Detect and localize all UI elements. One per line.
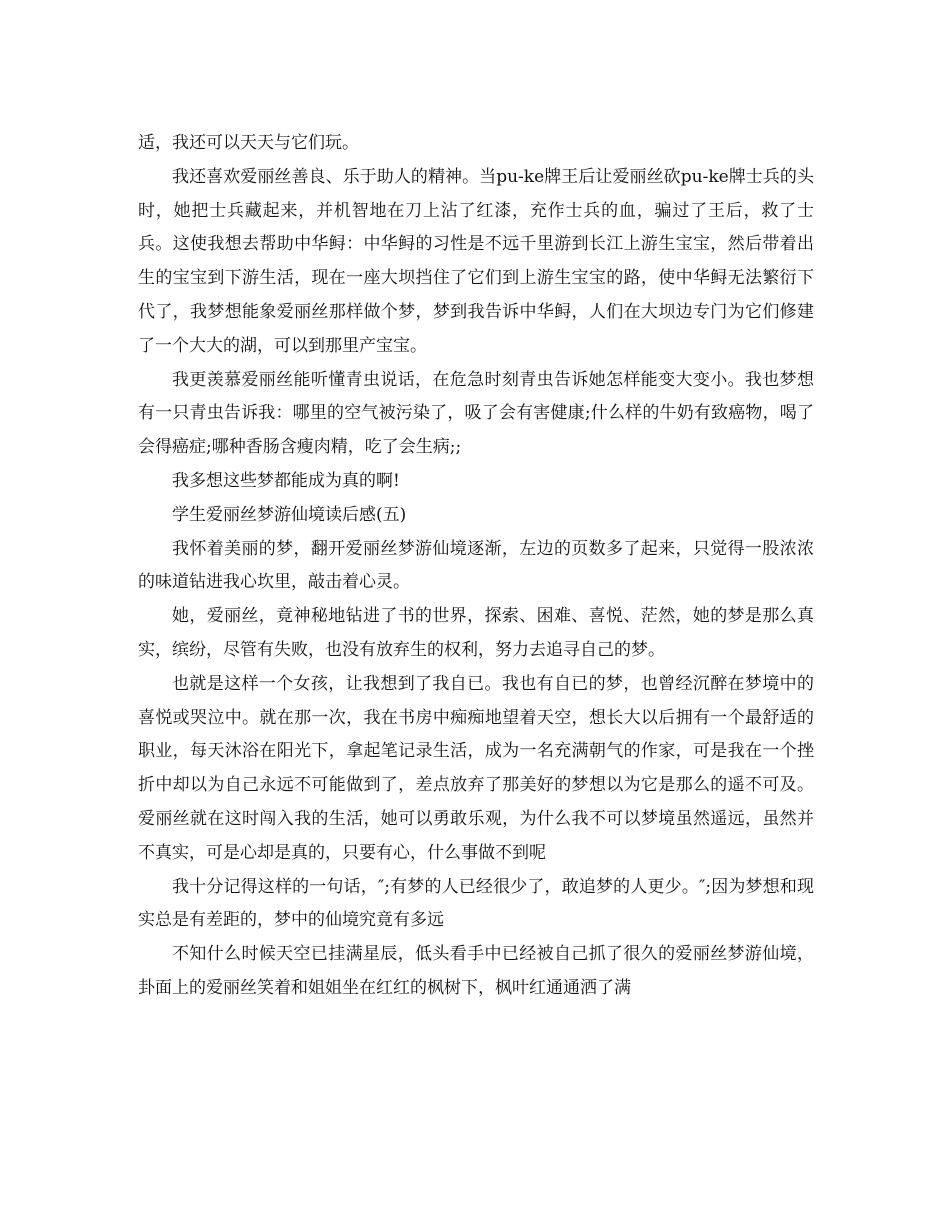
paragraph-9: 不知什么时候天空已挂满星辰，低头看手中已经被自己抓了很久的爱丽丝梦游仙境，卦面上的爱丽丝笑着和姐姐坐在红红的枫树下，枫叶红通通洒了满 (138, 944, 814, 998)
paragraph-6: 她，爱丽丝，竟神秘地钻进了书的世界，探索、困难、喜悦、茫然，她的梦是那么真实，缤纷，尽管有失败，也没有放弃生的权利，努力去追寻自己的梦。 (138, 606, 814, 660)
paragraph-8: 我十分记得这样的一句话，″;有梦的人已经很少了，敢追梦的人更少。″;因为梦想和现实总是有差距的，梦中的仙境究竟有多远 (138, 876, 814, 931)
paragraph-5: 我怀着美丽的梦，翻开爱丽丝梦游仙境逐渐，左边的页数多了起来，只觉得一股浓浓的味道钻进我心坎里，敲击着心灵。 (138, 538, 814, 593)
paragraph-3: 我更羡慕爱丽丝能听懂青虫说话，在危急时刻青虫告诉她怎样能变大变小。我也梦想有一只青虫告诉我：哪里的空气被污染了，吸了会有害健康;什么样的牛奶有致癌物，喝了会得癌症;哪种香肠含瘦肉精，吃了会生病;; (138, 369, 814, 458)
paragraph-1: 适，我还可以天天与它们玩。 (138, 133, 359, 153)
paragraph-7: 也就是这样一个女孩，让我想到了我自已。我也有自已的梦，也曾经沉醉在梦境中的喜悦或哭泣中。就在那一次，我在书房中痴痴地望着天空，想长大以后拥有一个最舒适的职业，每天沐浴在阳光下，拿起笔记录生活，成为一名充满朝气的作家，可是我在一个挫折中却以为自己永远不可能做到了，差点放弃了那美好的梦想以为它是那么的遥不可及。爱丽丝就在这时闯入我的生活，她可以勇敢乐观，为什么我不可以梦境虽然遥远，虽然并不真实，可是心却是真的，只要有心，什么事做不到呢 (138, 673, 814, 863)
paragraph-4: 我多想这些梦都能成为真的啊! (172, 470, 400, 491)
document-body (138, 127, 814, 1006)
paragraph-2: 我还喜欢爱丽丝善良、乐于助人的精神。当pu-ke牌王后让爱丽丝砍pu-ke牌士兵的头时，她把士兵藏起来，并机智地在刀上沾了红漆，充作士兵的血，骗过了王后，救了士兵。这使我想去帮助中华鲟：中华鲟的习性是不远千里游到长江上游生宝宝，然后带着出生的宝宝到下游生活，现在一座大坝挡住了它们到上游生宝宝的路，使中华鲟无法繁衍下代了，我梦想能象爱丽丝那样做个梦，梦到我告诉中华鲟，人们在大坝边专门为它们修建了一个大大的湖，可以到那里产宝宝。 (138, 166, 814, 356)
section-heading: 学生爱丽丝梦游仙境读后感(五) (172, 504, 407, 525)
